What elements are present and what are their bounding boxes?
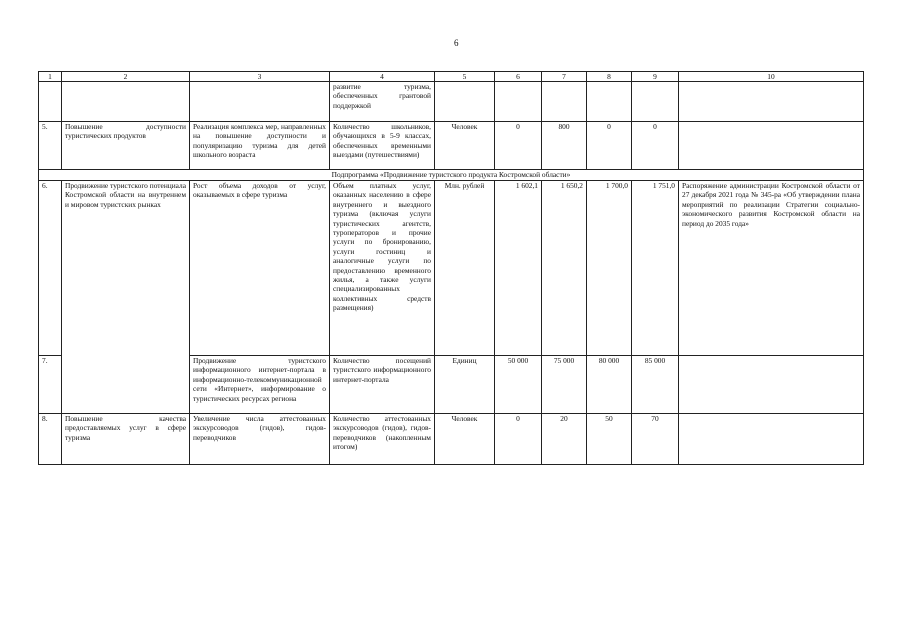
table-row bbox=[39, 181, 864, 356]
row-number: 6. bbox=[39, 181, 62, 356]
table-row bbox=[39, 414, 864, 465]
header-cell: 6 bbox=[495, 72, 542, 82]
value-cell: 85 000 bbox=[632, 356, 679, 414]
measure-cell: Продвижение туристского информационного интернет-портала в информационно-телекоммуникационной сети «Интернет», информирование о туристических ресурсах региона bbox=[190, 356, 330, 414]
table-row bbox=[39, 122, 864, 170]
value-cell: 70 bbox=[632, 414, 679, 465]
header-cell: 5 bbox=[435, 72, 495, 82]
header-cell: 1 bbox=[39, 72, 62, 82]
unit-cell: Единиц bbox=[435, 356, 495, 414]
value-cell: 20 bbox=[542, 414, 587, 465]
value-cell: 1 650,2 bbox=[542, 181, 587, 356]
document-cell bbox=[679, 122, 864, 170]
value-cell: 0 bbox=[587, 122, 632, 170]
page-number: 6 bbox=[454, 38, 459, 48]
value-cell: 1 751,0 bbox=[632, 181, 679, 356]
header-cell: 2 bbox=[62, 72, 190, 82]
indicator-cell: Количество посещений туристского информационного интернет-портала bbox=[330, 356, 435, 414]
subprogram-row bbox=[39, 170, 864, 181]
value-cell: 0 bbox=[495, 122, 542, 170]
row-number: 5. bbox=[39, 122, 62, 170]
task-cell: Повышение качества предоставляемых услуг в сфере туризма bbox=[62, 414, 190, 465]
subprogram-title: Подпрограмма «Продвижение туристского продукта Костромской области» bbox=[39, 170, 864, 181]
indicators-table bbox=[38, 71, 864, 465]
value-cell: 1 700,0 bbox=[587, 181, 632, 356]
value-cell: 75 000 bbox=[542, 356, 587, 414]
row-number: 8. bbox=[39, 414, 62, 465]
header-row bbox=[39, 72, 864, 82]
header-cell: 9 bbox=[632, 72, 679, 82]
value-cell: 0 bbox=[632, 122, 679, 170]
unit-cell: Человек bbox=[435, 414, 495, 465]
value-cell: 0 bbox=[495, 414, 542, 465]
document-cell bbox=[679, 414, 864, 465]
header-cell: 10 bbox=[679, 72, 864, 82]
header-cell: 8 bbox=[587, 72, 632, 82]
row-number: 7. bbox=[39, 356, 62, 414]
value-cell: 50 000 bbox=[495, 356, 542, 414]
value-cell: 800 bbox=[542, 122, 587, 170]
header-cell: 7 bbox=[542, 72, 587, 82]
measure-cell: Увеличение числа аттестованных экскурсоводов (гидов), гидов-переводчиков bbox=[190, 414, 330, 465]
unit-cell: Млн. рублей bbox=[435, 181, 495, 356]
measure-cell: Реализация комплекса мер, направленных на повышение доступности и популяризацию туризма для детей школьного возраста bbox=[190, 122, 330, 170]
task-cell: Повышение доступности туристических продуктов bbox=[62, 122, 190, 170]
header-cell: 4 bbox=[330, 72, 435, 82]
value-cell: 80 000 bbox=[587, 356, 632, 414]
task-cell: Продвижение туристского потенциала Костромской области на внутреннем и мировом туристских рынках bbox=[62, 181, 190, 414]
measure-cell: Рост объема доходов от услуг, оказываемых в сфере туризма bbox=[190, 181, 330, 356]
value-cell: 50 bbox=[587, 414, 632, 465]
indicator-cell: Количество школьников, обучающихся в 5-9 классах, обеспеченных временными выездами (путешествиями) bbox=[330, 122, 435, 170]
indicator-cell: Количество аттестованных экскурсоводов (гидов), гидов-переводчиков (накопленным итогом) bbox=[330, 414, 435, 465]
header-cell: 3 bbox=[190, 72, 330, 82]
document-cell: Распоряжение администрации Костромской области от 27 декабря 2021 года № 345-ра «Об утверждении плана мероприятий по реализации Стратегии социально-экономического развития Костромской области на период до 2035 года» bbox=[679, 181, 864, 356]
table-row-continuation bbox=[39, 82, 864, 122]
indicator-cell: Объем платных услуг, оказанных населению в сфере внутреннего и выездного туризма (включая услуги туристических агентств, туроператоров и прочие услуги по бронированию, услуги гостиниц и аналогичные услуги по предоставлению временного жилья, а также услуги специализированных коллективных средств размещения) bbox=[330, 181, 435, 356]
document-cell bbox=[679, 356, 864, 414]
value-cell: 1 602,1 bbox=[495, 181, 542, 356]
indicator-cell: развитие туризма, обеспеченных грантовой поддержкой bbox=[330, 82, 435, 122]
unit-cell: Человек bbox=[435, 122, 495, 170]
